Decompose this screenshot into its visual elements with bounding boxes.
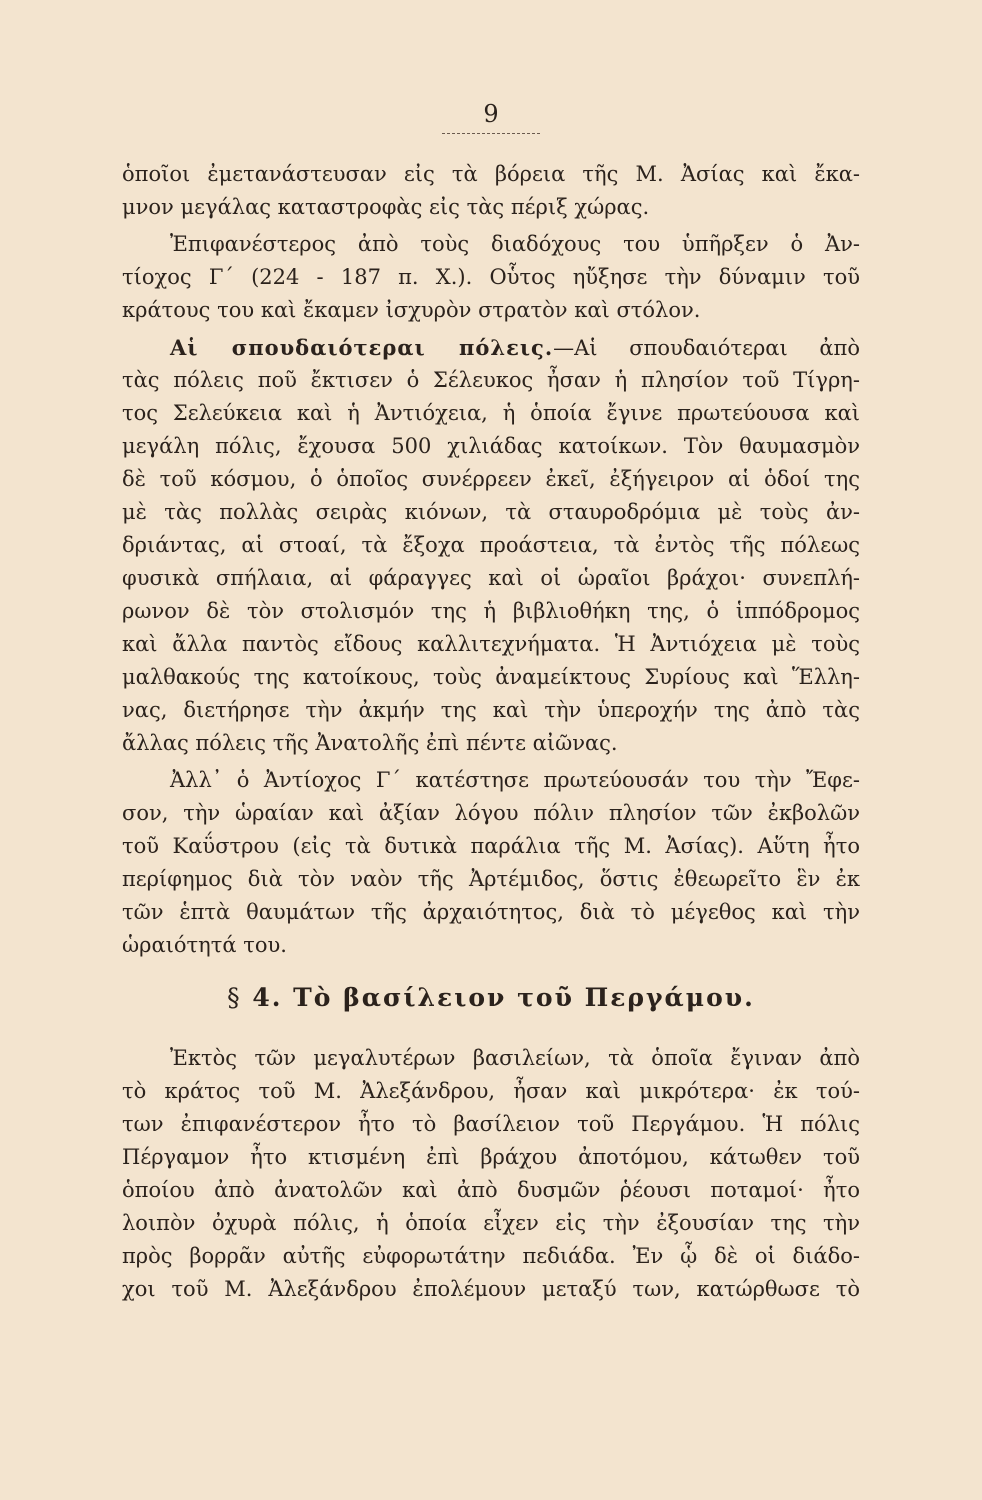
text-fragment: —Αἱ σπουδαιότεραι ἀπὸ [553, 336, 860, 360]
text-line: τὸ κράτος τοῦ Μ. Ἀλεξάνδρου, ἦσαν καὶ μικρότερα· ἐκ τού- [122, 1079, 860, 1103]
text-line: των ἐπιφανέστερον ἦτο τὸ βασίλειον τοῦ Περγάμου. Ἡ πόλις [122, 1112, 860, 1136]
text-line: ὡραιότητά του. [122, 933, 287, 957]
text-line: καὶ ἄλλα παντὸς εἴδους καλλιτεχνήματα. Ἡ Ἀντιόχεια μὲ τοὺς [122, 632, 860, 656]
text-line: Ἐκτὸς τῶν μεγαλυτέρων βασιλείων, τὰ ὁποῖα ἔγιναν ἀπὸ [170, 1046, 860, 1070]
paragraph-ephesus [122, 764, 860, 962]
text-line: χοι τοῦ Μ. Ἀλεξάνδρου ἐπολέμουν μεταξύ των, κατώρθωσε τὸ [122, 1277, 860, 1301]
paragraph-antiochus [122, 228, 860, 327]
text-line: Ἀλλ᾽ ὁ Ἀντίοχος Γ΄ κατέστησε πρωτεύουσάν του τὴν Ἔφε- [170, 768, 860, 792]
section-heading [122, 968, 860, 1028]
paragraph-pergamon [122, 1042, 860, 1306]
text-line: πρὸς βορρᾶν αὐτῆς εὐφορωτάτην πεδιάδα. Ἐν ᾧ δὲ οἱ διάδο- [122, 1244, 860, 1268]
text-line: μνον μεγάλας καταστροφὰς εἰς τὰς πέριξ χώρας. [122, 195, 650, 219]
text-line: λοιπὸν ὀχυρὰ πόλις, ἡ ὁποία εἶχεν εἰς τὴν ἐξουσίαν της τὴν [122, 1211, 860, 1235]
text-line: δριάντας, αἱ στοαί, τὰ ἔξοχα προάστεια, τὰ ἐντὸς τῆς πόλεως [122, 533, 860, 557]
text-line: ὁποῖοι ἐμετανάστευσαν εἰς τὰ βόρεια τῆς Μ. Ἀσίας καὶ ἔκα- [122, 162, 860, 186]
page-number: 9 [483, 100, 499, 128]
text-line: ἄλλας πόλεις τῆς Ἀνατολῆς ἐπὶ πέντε αἰῶνας. [122, 731, 618, 755]
text-line: σον, τὴν ὡραίαν καὶ ἀξίαν λόγου πόλιν πλησίον τῶν ἐκβολῶν [122, 801, 860, 825]
text-line: Πέργαμον ἦτο κτισμένη ἐπὶ βράχου ἀποτόμου, κάτωθεν τοῦ [122, 1145, 860, 1169]
text-line: κράτους του καὶ ἔκαμεν ἰσχυρὸν στρατὸν καὶ στόλον. [122, 298, 701, 322]
paragraph-continuation [122, 158, 860, 224]
text-line: τὰς πόλεις ποῦ ἔκτισεν ὁ Σέλευκος ἦσαν ἡ πλησίον τοῦ Τίγρη- [122, 368, 860, 392]
text-line: τῶν ἑπτὰ θαυμάτων τῆς ἀρχαιότητος, διὰ τὸ μέγεθος καὶ τὴν [122, 900, 860, 924]
text-line: νας, διετήρησε τὴν ἀκμήν της καὶ τὴν ὑπεροχήν της ἀπὸ τὰς [122, 698, 860, 722]
text-line: περίφημος διὰ τὸν ναὸν τῆς Ἀρτέμιδος, ὅστις ἐθεωρεῖτο ἓν ἐκ [122, 867, 860, 891]
header-rule [442, 133, 540, 134]
section-title: 4. Τὸ βασίλειον τοῦ Περγάμου. [252, 983, 755, 1012]
text-line: μαλθακούς της κατοίκους, τοὺς ἀναμείκτους Συρίους καὶ Ἕλλη- [122, 665, 860, 689]
text-column [122, 158, 860, 1306]
text-line: ὁποίου ἀπὸ ἀνατολῶν καὶ ἀπὸ δυσμῶν ῥέουσι ποταμοί· ἦτο [122, 1178, 860, 1202]
text-line: ρωνον δὲ τὸν στολισμόν της ἡ βιβλιοθήκη της, ὁ ἱππόδρομος [122, 599, 860, 623]
paragraph-cities [122, 331, 860, 760]
text-line: τος Σελεύκεια καὶ ἡ Ἀντιόχεια, ἡ ὁποία ἔγινε πρωτεύουσα καὶ [122, 401, 860, 425]
text-line: μὲ τὰς πολλὰς σειρὰς κιόνων, τὰ σταυροδρόμια μὲ τοὺς ἀν- [122, 500, 860, 524]
section-sign: § [227, 983, 242, 1012]
text-line: μεγάλη πόλις, ἔχουσα 500 χιλιάδας κατοίκων. Τὸν θαυμασμὸν [122, 434, 860, 458]
text-line: τοῦ Καΰστρου (εἰς τὰ δυτικὰ παράλια τῆς Μ. Ἀσίας). Αὕτη ἦτο [122, 834, 860, 858]
text-line: τίοχος Γ΄ (224 - 187 π. Χ.). Οὗτος ηὔξησε τὴν δύναμιν τοῦ [122, 265, 860, 289]
text-line [122, 331, 860, 364]
text-line: δὲ τοῦ κόσμου, ὁ ὁποῖος συνέρρεεν ἐκεῖ, ἐξήγειρον αἱ ὁδοί της [122, 467, 860, 491]
text-line: Ἐπιφανέστερος ἀπὸ τοὺς διαδόχους του ὑπῆρξεν ὁ Ἀν- [170, 232, 860, 256]
text-line: φυσικὰ σπήλαια, αἱ φάραγγες καὶ οἱ ὡραῖοι βράχοι· συνεπλή- [122, 566, 860, 590]
side-heading: Αἱ σπουδαιότεραι πόλεις. [170, 335, 554, 360]
